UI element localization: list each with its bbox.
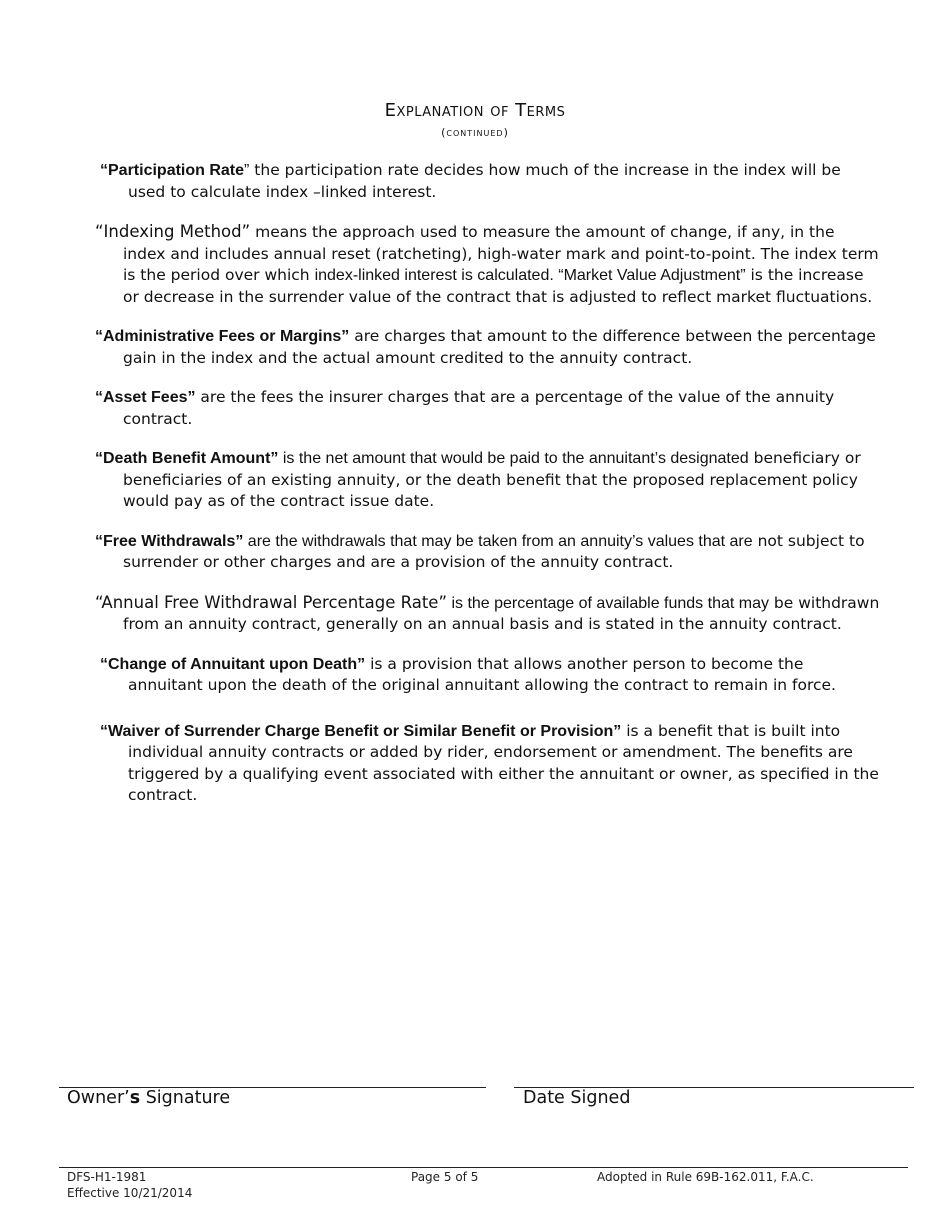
term-name: “Asset Fees” bbox=[95, 389, 196, 406]
term-administrative-fees bbox=[95, 326, 880, 369]
footer-adopted-rule: Adopted in Rule 69B-162.011, F.A.C. bbox=[597, 1170, 814, 1184]
term-name: “Waiver of Surrender Charge Benefit or Similar Benefit or Provision” bbox=[100, 722, 622, 740]
term-definition: beneficiary or beneficiaries of an existing annuity, or the death benefit that the proposed replacement policy would pay as of the contract issue date. bbox=[123, 449, 861, 510]
term-name: “Annual Free Withdrawal Percentage Rate” bbox=[95, 592, 447, 612]
term-name: “Participation Rate bbox=[100, 162, 245, 179]
page-subtitle: (continued) bbox=[441, 126, 509, 139]
term-definition: are charges that amount to the difference between the percentage gain in the index and the actual amount credited to the annuity contract. bbox=[123, 327, 876, 367]
term-name: “Change of Annuitant upon Death” bbox=[100, 655, 366, 673]
term-free-withdrawals bbox=[95, 531, 880, 574]
term-definition: be withdrawn from an annuity contract, generally on an annual basis and is stated in the annuity contract. bbox=[123, 593, 880, 633]
date-signed-label: Date Signed bbox=[523, 1088, 631, 1108]
term-asset-fees bbox=[95, 387, 880, 430]
terms-list bbox=[95, 160, 880, 825]
term-definition-a: is the net amount that would be paid to the annuitant’s designated bbox=[278, 450, 749, 467]
footer-page-number: Page 5 of 5 bbox=[411, 1170, 479, 1184]
term-waiver-of-surrender bbox=[100, 721, 880, 807]
term-definition: means the approach used to measure the amount of change, if any, in the index and includes annual reset (ratcheting), high-water mark and point-to-point. The index term is the period over which bbox=[123, 223, 879, 284]
term-definition: is a benefit that is built into individual annuity contracts or added by rider, endorsement or amendment. The benefits are triggered by a qualifying event associated with either the annuitant or owner, as specified in the contract. bbox=[128, 721, 879, 804]
footer-form-id: DFS-H1-1981 bbox=[67, 1170, 147, 1184]
footer-effective-date: Effective 10/21/2014 bbox=[67, 1186, 193, 1200]
term-definition-a: are the withdrawals that may be taken from an annuity’s values that are bbox=[243, 532, 753, 550]
term-definition: are the fees the insurer charges that are a percentage of the value of the annuity contract. bbox=[123, 388, 835, 428]
owner-label-bold: s bbox=[129, 1088, 141, 1108]
term-name: “Administrative Fees or Margins” bbox=[95, 328, 350, 345]
term-change-of-annuitant bbox=[100, 654, 880, 697]
term-definition: is a provision that allows another person to become the annuitant upon the death of the original annuitant allowing the contract to remain in force. bbox=[128, 654, 836, 694]
term-indexing-method bbox=[95, 221, 880, 308]
term-name: “Free Withdrawals” bbox=[95, 532, 244, 550]
term-death-benefit-amount bbox=[95, 448, 880, 513]
term-name: “Death Benefit Amount” bbox=[95, 450, 279, 467]
owner-label-part: Signature bbox=[140, 1088, 231, 1108]
term-definition-a: is the percentage of available funds that may bbox=[447, 594, 769, 612]
owner-label-part: Owner’ bbox=[67, 1088, 130, 1108]
term-name-suffix: ” bbox=[244, 162, 250, 179]
term-participation-rate bbox=[100, 160, 880, 203]
term-definition-b: index-linked interest is calculated. “Market Value Adjustment” bbox=[314, 267, 746, 284]
owner-signature-label bbox=[67, 1088, 230, 1108]
footer-rule bbox=[59, 1167, 908, 1168]
term-definition: not subject to surrender or other charges and are a provision of the annuity contract. bbox=[123, 531, 865, 571]
term-definition-c: is the increase or decrease in the surrender value of the contract that is adjusted to reflect market fluctuations. bbox=[123, 266, 873, 306]
term-definition: the participation rate decides how much of the increase in the index will be used to calculate index –linked interest. bbox=[128, 161, 841, 201]
term-name: “Indexing Method” bbox=[95, 222, 251, 241]
term-annual-free-withdrawal-rate bbox=[95, 592, 880, 636]
page-title: Explanation of Terms bbox=[384, 100, 566, 121]
